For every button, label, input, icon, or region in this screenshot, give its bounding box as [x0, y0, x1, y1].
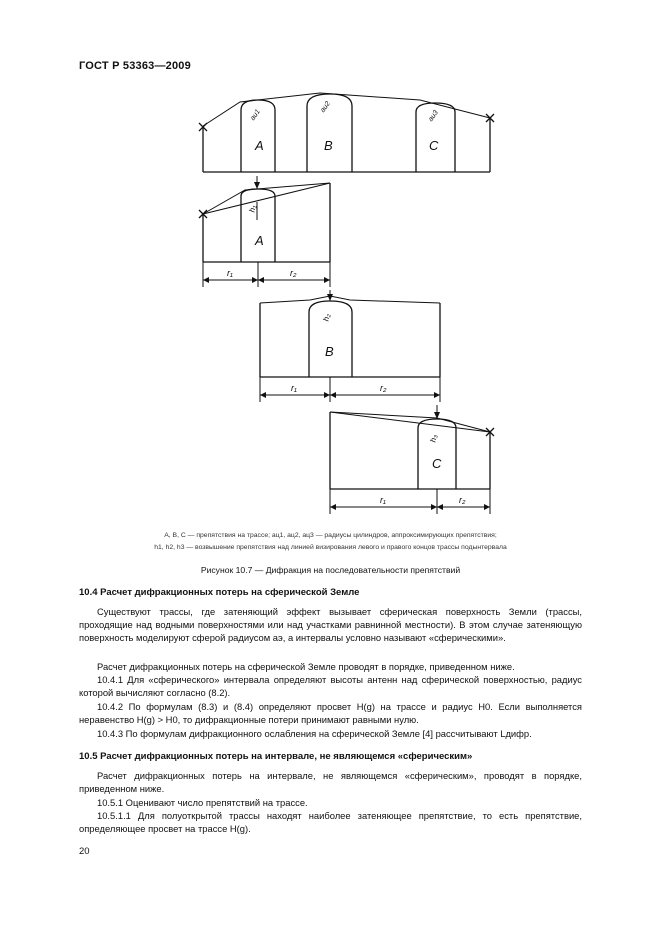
label-h2: h₂ — [321, 313, 332, 322]
label-a: A — [255, 138, 264, 153]
diagram-obstacle-a — [199, 176, 330, 287]
label-radius-c: aи3 — [427, 109, 440, 123]
label-a-2: A — [255, 233, 264, 248]
label-h3: h₃ — [428, 433, 439, 443]
section-10-4-p3: 10.4.1 Для «сферического» интервала определяют высоты антенн над сферической поверхностью, радиус которой вычисляют согласно (8.2). — [79, 674, 582, 699]
legend-line-2: h1, h2, h3 — возвышение препятствия над линией визирования левого и правого концов трассы подынтервала — [154, 544, 507, 551]
page-number: 20 — [79, 846, 90, 857]
label-r1-b: r₁ — [291, 383, 297, 393]
legend-line-1: A, B, C — препятствия на трассе; aц1, aц2, aц3 — радиусы цилиндров, аппроксимирующих препятствия; — [164, 532, 497, 539]
section-10-4-p2: Расчет дифракционных потерь на сферической Земле проводят в порядке, приведенном ниже. — [97, 661, 515, 672]
section-10-5-p2: 10.5.1 Оценивают число препятствий на трассе. — [97, 797, 308, 808]
doc-header: ГОСТ Р 53363—2009 — [79, 60, 191, 72]
label-radius-a: aи1 — [249, 108, 262, 122]
section-10-5-p3: 10.5.1.1 Для полуоткрытой трассы находят наиболее затеняющее препятствие, то есть препятствие, определяющее просвет на трассе H(g). — [79, 810, 582, 835]
label-r2-c: r₂ — [459, 495, 466, 505]
label-radius-b: aи2 — [319, 100, 332, 114]
label-h1: h₁ — [247, 204, 258, 213]
label-c: C — [429, 138, 439, 153]
section-10-4-p4: 10.4.2 По формулам (8.3) и (8.4) определяют просвет H(g) на трассе и радиус H0. Если выполняется неравенство H(g) > H0, то дифракционные потери принимают равными нулю. — [79, 701, 582, 726]
section-10-5-title: 10.5 Расчет дифракционных потерь на интервале, не являющемся «сферическим» — [79, 751, 473, 762]
section-10-5-p1: Расчет дифракционных потерь на интервале, не являющемся «сферическим», проводят в порядке, приведенном ниже. — [79, 770, 582, 795]
label-r2-b: r₂ — [380, 383, 387, 393]
figure-caption: Рисунок 10.7 — Дифракция на последовательности препятствий — [200, 565, 461, 575]
label-r1-c: r₁ — [380, 495, 386, 505]
label-c-2: C — [432, 456, 442, 471]
diagram-obstacle-c — [330, 405, 494, 514]
diagram-obstacle-b — [260, 290, 440, 402]
label-r2-a: r₂ — [290, 268, 297, 278]
section-10-4-p5: 10.4.3 По формулам дифракционного ослабления на сферической Земле [4] рассчитывают Lдифр. — [97, 728, 532, 739]
section-10-4-title: 10.4 Расчет дифракционных потерь на сферической Земле — [79, 587, 360, 598]
diagram-full-path — [199, 93, 494, 172]
label-b: B — [324, 138, 333, 153]
label-r1-a: r₁ — [227, 268, 233, 278]
section-10-4-p1: Существуют трассы, где затеняющий эффект вызывает сферическая поверхность Земли (трассы, проходящие над водными поверхностями или над участками равнинной местности). В этом случае затеняющую поверхность моделируют сферой радиусом aэ, а интервалы условно называют «сферическими». — [79, 606, 582, 644]
label-b-2: B — [325, 344, 334, 359]
